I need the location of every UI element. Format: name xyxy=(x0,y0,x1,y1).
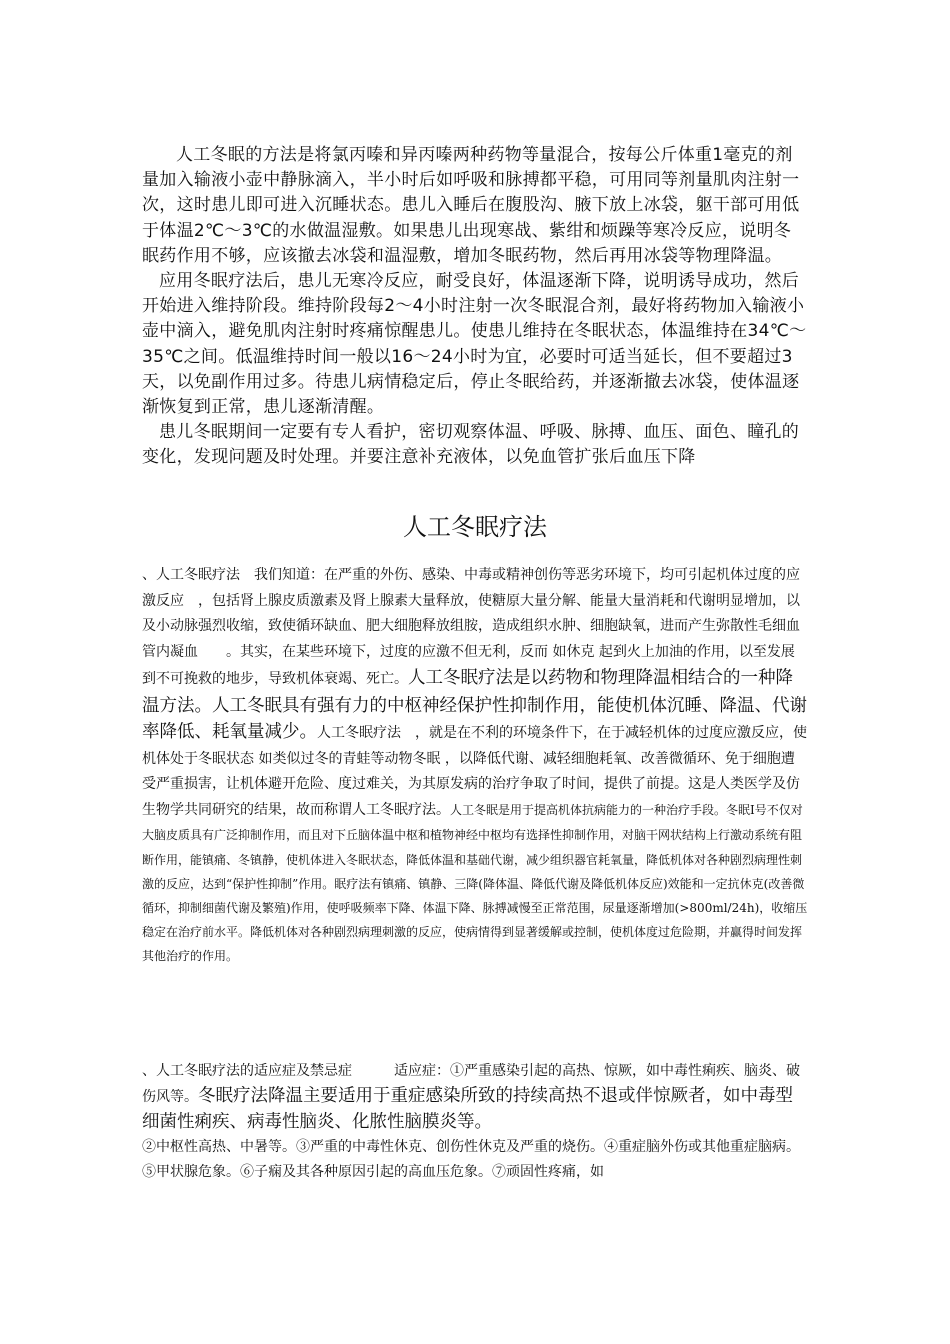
paragraph-method: 人工冬眠的方法是将氯丙嗪和异丙嗪两种药物等量混合，按每公斤体重1毫克的剂量加入输液小壶中静脉滴入，半小时后如呼吸和脉搏都平稳，可用同等剂量肌肉注射一次，这时患儿即可进入沉睡状态。患儿入睡后在腹股沟、腋下放上冰袋，躯干部可用低于体温2℃～3℃的水做温湿敷。如果患儿出现寒战、紫绀和烦躁等寒冷反应，说明冬眠药作用不够，应该撤去冰袋和温湿敷，增加冬眠药物，然后再用冰袋等物理降温。 xyxy=(142,145,800,266)
indications-highlight-text: 冬眠疗法降温主要适用于重症感染所致的持续高热不退或伴惊厥者，如中毒型细菌性痢疾、病毒性脑炎、化脓性脑膜炎等。 xyxy=(142,1086,793,1132)
overview-mechanism-text: 人工冬眠是用于提高机体抗病能力的一种治疗手段。冬眠Ⅰ号不仅对大脑皮质具有广泛抑制作用，而且对下丘脑体温中枢和植物神经中枢均有选择性抑制作用，对脑干网状结构上行激动系统有阻断作用，能镇痛、冬镇静，使机体进入冬眠状态，降低体温和基础代谢，减少组织器官耗氧量，降低机体对各种剧烈病理性刺激的反应，达到“保护性抑制”作用。眠疗法有镇痛、镇静、三降(降体温、降低代谢及降低机体反应)效能和一定抗休克(改善微循环，抑制细菌代谢及繁殖)作用，使呼吸频率下降、体温下降、脉搏减慢至正常范围，尿量逐渐增加(>800ml/24h)，收缩压稳定在治疗前水平。降低机体对各种剧烈病理刺激的反应，使病情得到显著缓解或控制，使机体度过危险期，并赢得时间发挥其他治疗的作用。 xyxy=(142,802,808,964)
paragraph-monitoring: 患儿冬眠期间一定要有专人看护，密切观察体温、呼吸、脉搏、血压、面色、瞳孔的变化，发现问题及时处理。并要注意补充液体，以免血管扩张后血压下降 xyxy=(142,422,800,468)
paragraph-maintenance: 应用冬眠疗法后，患儿无寒冷反应，耐受良好，体温逐渐下降，说明诱导成功，然后开始进入维持阶段。维持阶段每2～4小时注射一次冬眠混合剂，最好将药物加入输液小壶中滴入，避免肌肉注射时疼痛惊醒患儿。使患儿维持在冬眠状态，体温维持在34℃～35℃之间。低温维持时间一般以16～24小时为宜，必要时可适当延长，但不要超过3天，以免副作用过多。待患儿病情稳定后，停止冬眠给药，并逐渐撤去冰袋，使体温逐渐恢复到正常，患儿逐渐清醒。 xyxy=(142,271,807,418)
overview-section xyxy=(142,563,808,969)
overview-lead-text: 、人工冬眠疗法 我们知道：在严重的外伤、感染、中毒或精神创伤等恶劣环境下，均可引起机体过度的应激反应 ，包括肾上腺皮质激素及肾上腺素大量释放，使糖原大量分解、能量大量消耗和代谢明显增加，以及小动脉强烈收缩，致使循环缺血、肥大细胞释放组胺，造成组织水肿、细胞缺氧，进而产生弥散性毛细血管内凝血 。其实，在某些环境下，过度的应激不但无利，反而 如休克 起到火上加油的作用，以至发展到不可挽救的地步，导致机体衰竭、死亡。 xyxy=(142,567,800,688)
overview-highlight-text: 人工冬眠疗法是以药物和物理降温相结合的一种降温方法。人工冬眠具有强有力的中枢神经保护性抑制作用，能使机体沉睡、降温、代谢率降低、耗氧量减少。 xyxy=(142,668,807,742)
indications-list-text: ②中枢性高热、中暑等。③严重的中毒性休克、创伤性休克及严重的烧伤。④重症脑外伤或其他重症脑病。⑤甲状腺危象。⑥子痫及其各种原因引起的高血压危象。⑦顽固性疼痛，如 xyxy=(142,1139,800,1180)
overview-definition-text: 人工冬眠疗法 ，就是在不利的环境条件下，在于减轻机体的过度应激反应，使机体处于冬眠状态 如类似过冬的青蛙等动物冬眠 ，以降低代谢、减轻细胞耗氧、改善微循环、免于细胞遭受严重损害，让机体避开危险、度过难关，为其原发病的治疗争取了时间，提供了前提。这是人类医学及仿生物学共同研究的结果，故而称谓人工冬眠疗法。 xyxy=(142,724,807,818)
indications-lead-text: 、人工冬眠疗法的适应症及禁忌症 适应症：①严重感染引起的高热、惊厥，如中毒性痢疾、脑炎、破伤风等。 xyxy=(142,1063,800,1105)
document-title: 人工冬眠疗法 xyxy=(403,513,547,541)
intro-section xyxy=(142,143,808,471)
indications-section xyxy=(142,1059,808,1185)
